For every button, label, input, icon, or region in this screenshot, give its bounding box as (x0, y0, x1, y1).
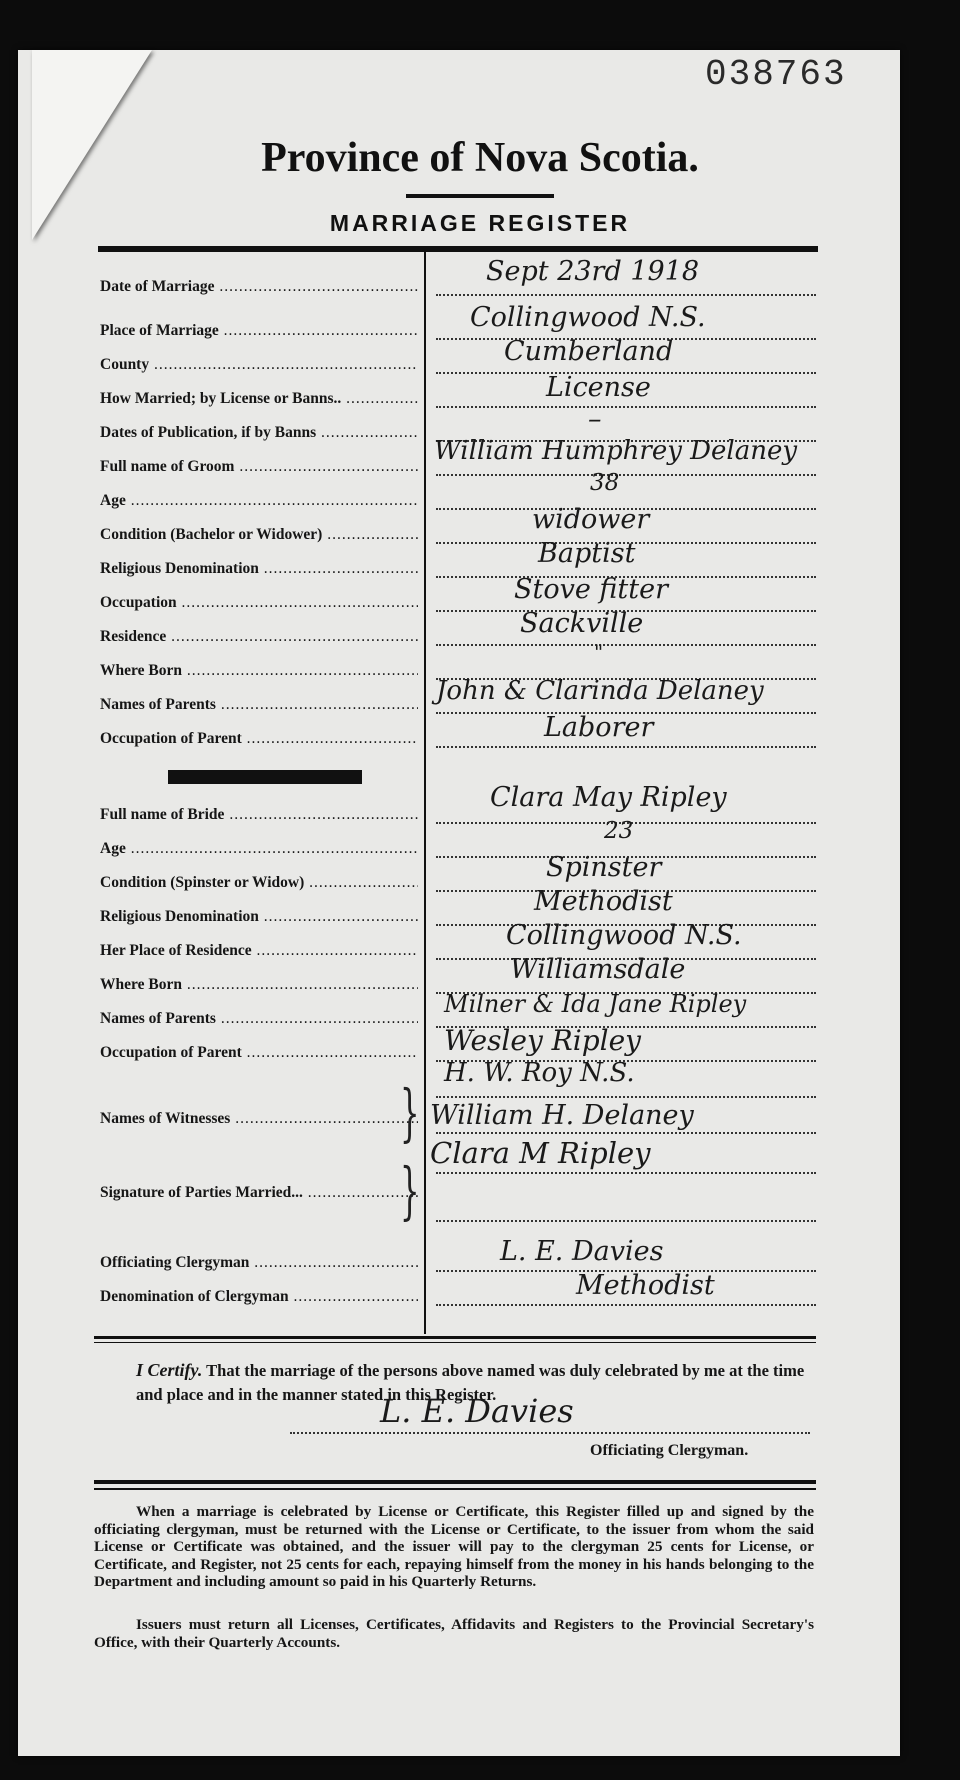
register-number: 038763 (705, 54, 847, 95)
value-groom-residence: Sackville (520, 608, 644, 639)
value-witness-2: William H. Delaney (430, 1100, 694, 1131)
certify-rule-top (94, 1336, 816, 1339)
line-party-1 (436, 1170, 816, 1174)
label-bride-residence: Her Place of Residence ..... (100, 942, 418, 960)
label-bride-religion: Religious Denomination ..... (100, 908, 418, 926)
label-witnesses: Names of Witnesses ..... (100, 1110, 418, 1128)
label-groom-parent-occupation: Occupation of Parent ..... (100, 730, 418, 748)
label-bride-parent-occupation: Occupation of Parent ..... (100, 1044, 418, 1062)
value-dates-of-publication: – (588, 404, 602, 435)
value-bride-religion: Methodist (534, 886, 673, 917)
line-clergy-denomination (436, 1302, 816, 1306)
witness-brace: } (399, 1076, 420, 1149)
value-groom-birthplace: " (594, 640, 604, 664)
label-groom-parents: Names of Parents ..... (100, 696, 418, 714)
value-groom-parents: John & Clarinda Delaney (436, 676, 764, 706)
signature-label: Officiating Clergyman. (590, 1442, 749, 1459)
label-officiating-clergyman: Officiating Clergyman ..... (100, 1254, 418, 1272)
value-witness-1: H. W. Roy N.S. (444, 1058, 635, 1088)
label-groom-birthplace: Where Born ..... (100, 662, 418, 680)
header-rule (98, 246, 818, 252)
value-party-1: Clara M Ripley (430, 1136, 651, 1170)
label-place-of-marriage: Place of Marriage ..... (100, 322, 418, 340)
value-groom-name: William Humphrey Delaney (434, 436, 798, 466)
label-clergy-denomination: Denomination of Clergyman ..... (100, 1288, 418, 1306)
label-how-married: How Married; by License or Banns.. ..... (100, 390, 418, 408)
label-dates-of-publication: Dates of Publication, if by Banns ..... (100, 424, 418, 442)
value-clergy-denomination: Methodist (576, 1270, 715, 1301)
value-groom-condition: widower (532, 504, 650, 535)
label-groom-name: Full name of Groom ..... (100, 458, 418, 476)
certify-body: That the marriage of the persons above named was duly celebrated by me at the time and place and in the manner stated in this Register. (136, 1361, 805, 1404)
value-bride-residence: Collingwood N.S. (506, 920, 742, 951)
value-bride-birthplace: Williamsdale (510, 954, 686, 985)
label-signature-parties: Signature of Parties Married... ..... (100, 1184, 418, 1202)
value-county: Cumberland (504, 336, 674, 367)
value-groom-parent-occupation: Laborer (544, 712, 654, 743)
line-groom-parent-occupation (436, 744, 816, 748)
document-subtitle: MARRIAGE REGISTER (329, 210, 631, 236)
label-bride-birthplace: Where Born ..... (100, 976, 418, 994)
label-bride-age: Age ..... (100, 840, 418, 858)
value-groom-age: 38 (590, 470, 620, 496)
value-officiating-clergyman: L. E. Davies (500, 1236, 664, 1267)
label-groom-condition: Condition (Bachelor or Widower) ..... (100, 526, 418, 544)
column-divider (424, 252, 426, 1334)
issuers-paragraph: Issuers must return all Licenses, Certificates, Affidavits and Registers to the Provincial Secretary's Office, with their Quarterly Accounts. (94, 1616, 814, 1651)
label-county: County ..... (100, 356, 418, 374)
value-bride-age: 23 (604, 818, 634, 844)
label-bride-parents: Names of Parents ..... (100, 1010, 418, 1028)
value-bride-parents: Milner & Ida Jane Ripley (444, 990, 747, 1018)
label-groom-religion: Religious Denomination ..... (100, 560, 418, 578)
value-bride-condition: Spinster (546, 852, 662, 883)
value-bride-name: Clara May Ripley (490, 782, 727, 813)
line-party-2 (436, 1218, 816, 1222)
parties-brace: } (399, 1154, 420, 1227)
value-place-of-marriage: Collingwood N.S. (470, 302, 706, 333)
value-groom-occupation: Stove fitter (514, 574, 669, 605)
label-groom-occupation: Occupation ..... (100, 594, 418, 612)
certify-lead: I Certify. (136, 1360, 203, 1380)
label-date-of-marriage: Date of Marriage ..... (100, 278, 418, 296)
document-title: Province of Nova Scotia. (261, 135, 699, 181)
line-date (436, 292, 816, 296)
notice-rule-top (94, 1480, 816, 1484)
notice-rule-top-thin (94, 1488, 816, 1490)
clergyman-signature: L. E. Davies (380, 1392, 574, 1430)
label-groom-age: Age ..... (100, 492, 418, 510)
label-bride-name: Full name of Bride ..... (100, 806, 418, 824)
value-bride-parent-occupation: Wesley Ripley (444, 1024, 641, 1057)
label-groom-residence: Residence ..... (100, 628, 418, 646)
line-witness-1 (436, 1094, 816, 1098)
label-bride-condition: Condition (Spinster or Widow) ..... (100, 874, 418, 892)
certify-rule-top-thin (94, 1342, 816, 1343)
title-underline (406, 194, 554, 198)
signature-line (290, 1432, 810, 1434)
value-date-of-marriage: Sept 23rd 1918 (486, 256, 700, 287)
value-groom-religion: Baptist (538, 538, 636, 569)
section-divider-bar (168, 770, 362, 784)
instructions-paragraph: When a marriage is celebrated by License or Certificate, this Register filled up and signed by the officiating clergyman, must be returned with the License or Certificate, to the issuer from whom the said License or Certificate was obtained, and the issuer will pay to the clergyman 25 cents for License, or Certificate, and Register, not 25 cents for each, repaying himself from the money in his hands belonging to the Department and including amount so paid in his Quarterly Returns. (94, 1503, 814, 1590)
value-how-married: License (546, 372, 651, 403)
